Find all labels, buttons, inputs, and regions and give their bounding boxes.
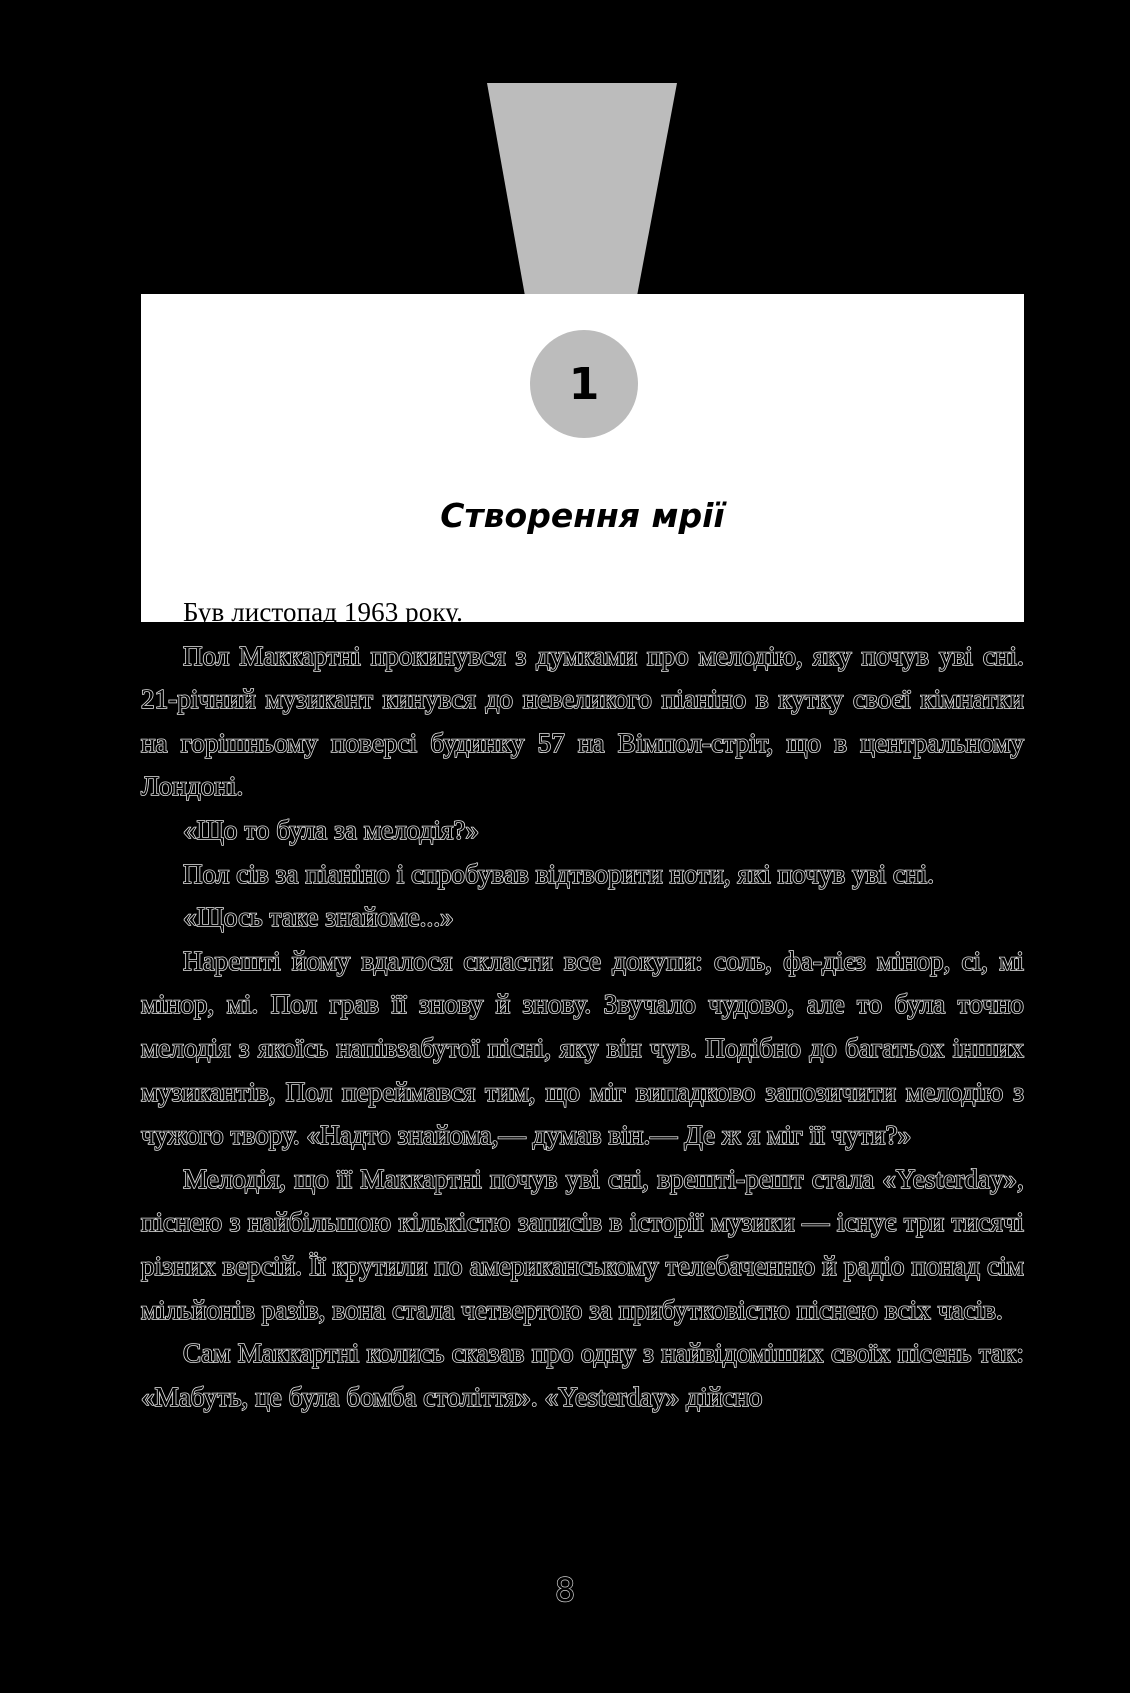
paragraph: Нарешті йому вдалося скласти все докупи: соль, фа-дієз мінор, сі, мі мінор, мі. Пол грав її знову й знову. Звучало чудово, але то була точно мелодія з якоїсь напівзабутої пісні, яку він чув. Подібно до багатьох інших музикантів, Пол переймався тим, що міг випадково запозичити мелодію з чужого твору. «Надто знайома,— думав він.— Де ж я міг її чути?»: [141, 945, 1024, 1151]
chapter-title: Створення мрії: [440, 496, 725, 535]
paragraph: «Що то була за мелодія?»: [183, 814, 480, 845]
chapter-number-badge: [530, 330, 638, 438]
body-text: [141, 591, 1024, 1419]
paragraph: Сам Маккартні колись сказав про одну з найвідоміших своїх пісень так: «Мабуть, це була бомба століття». «Yesterday» дійсно: [141, 1338, 1024, 1412]
paragraph: «Щось таке знайоме...»: [183, 902, 454, 933]
paragraph: Пол сів за піаніно і спробував відтворити ноти, які почув уві сні.: [183, 858, 935, 889]
paragraph: Пол Маккартні прокинувся з думками про мелодію, яку почув уві сні. 21-річний музикант кинувся до невеликого піаніно в кутку своєї кімнатки на горішньому поверсі будинку 57 на Вімпол-стріт, що в центральному Лондоні.: [141, 640, 1024, 802]
chapter-number: 1: [568, 358, 600, 410]
page-number: 8: [554, 1571, 576, 1609]
paragraph: Мелодія, що її Маккартні почув уві сні, врешті-решт стала «Yesterday», піснею з найбільшою кількістю записів в історії музики — існує три тисячі різних версій. Її крутили по американському телебаченню й радіо понад сім мільйонів разів, вона стала четвертою за прибутковістю піснею всіх часів.: [141, 1163, 1024, 1325]
paragraph: Був листопад 1963 року.: [183, 597, 463, 627]
funnel-graphic: [0, 0, 1130, 300]
